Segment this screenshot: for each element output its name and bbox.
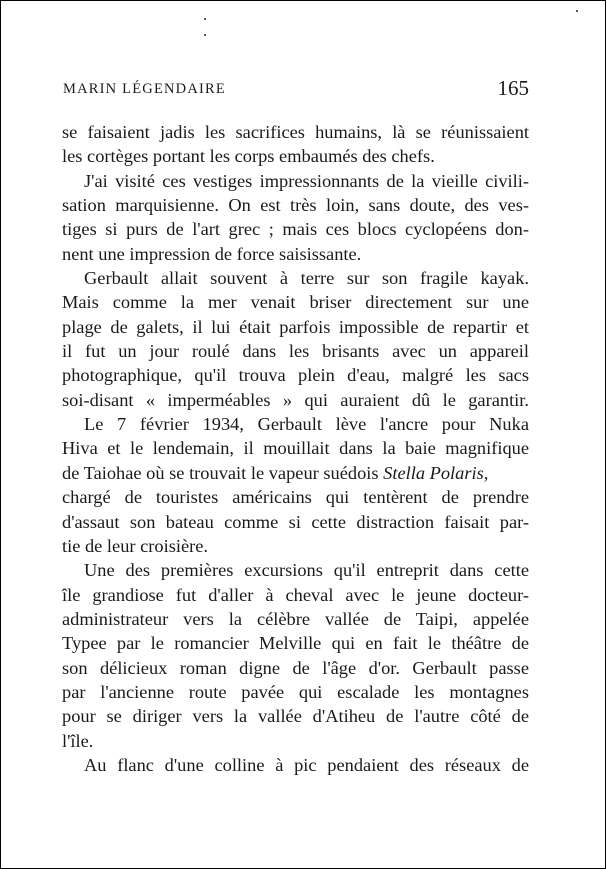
text-line: tiges si purs de l'art grec ; mais ces blocs cyclopéens don- [62,219,529,240]
page-number: 165 [497,76,529,100]
text-line: Le 7 février 1934, Gerbault lève l'ancre pour Nuka [84,414,529,435]
scan-speck [576,10,578,12]
text-line-with-italic [62,461,529,485]
text-line: administrateur vers la célèbre vallée de Taipi, appelée [62,608,529,629]
text-line: J'ai visité ces vestiges impressionnants de la vieille civili- [84,170,529,191]
text-line: tie de leur croisière. [62,535,209,556]
running-head [63,76,529,102]
scan-speck [204,34,206,36]
text-line: Au flanc d'une colline à pic pendaient des réseaux de [84,754,529,775]
ship-name: Stella Polaris, [383,462,489,483]
running-title: MARIN LÉGENDAIRE [63,81,226,97]
text-line: se faisaient jadis les sacrifices humains, là se réunissaient [62,122,529,142]
text-line: sation marquisienne. On est très loin, sans doute, des ves- [62,195,529,216]
text-line: Hiva et le lendemain, il mouillait dans la baie magnifique [62,438,529,459]
text-line: soi-disant « imperméables » qui auraient dû le garantir. [62,389,529,410]
text-line: les cortèges portant les corps embaumés des chefs. [62,146,435,167]
text-line: Typee par le romancier Melville qui en fait le théâtre de [62,633,529,654]
text-line: son délicieux roman digne de l'âge d'or. Gerbault passe [62,657,529,678]
text-line: il fut un jour roulé dans les brisants avec un appareil [62,341,529,362]
body-text [62,120,529,777]
text-line: par l'ancienne route pavée qui escalade les montagnes [62,681,529,702]
text-line: plage de galets, il lui était parfois impossible de repartir et [62,316,529,337]
text-line: pour se diriger vers la vallée d'Atiheu de l'autre côté de [62,706,529,727]
text-segment: de Taiohae où se trouvait le vapeur suédois [62,462,384,483]
scan-speck [204,18,206,20]
text-line: d'assaut son bateau comme si cette distraction faisait par- [62,511,529,532]
text-line: Gerbault allait souvent à terre sur son fragile kayak. [84,268,529,289]
text-line: l'île. [62,730,94,751]
text-line: Une des premières excursions qu'il entreprit dans cette [84,560,529,581]
text-line: chargé de touristes américains qui tentèrent de prendre [62,487,529,508]
text-line: île grandiose fut d'aller à cheval avec le jeune docteur- [62,584,529,605]
text-line: Mais comme la mer venait briser directement sur une [62,292,529,313]
text-line: nent une impression de force saisissante. [62,243,362,264]
text-line: photographique, qu'il trouva plein d'eau, malgré les sacs [62,365,529,386]
